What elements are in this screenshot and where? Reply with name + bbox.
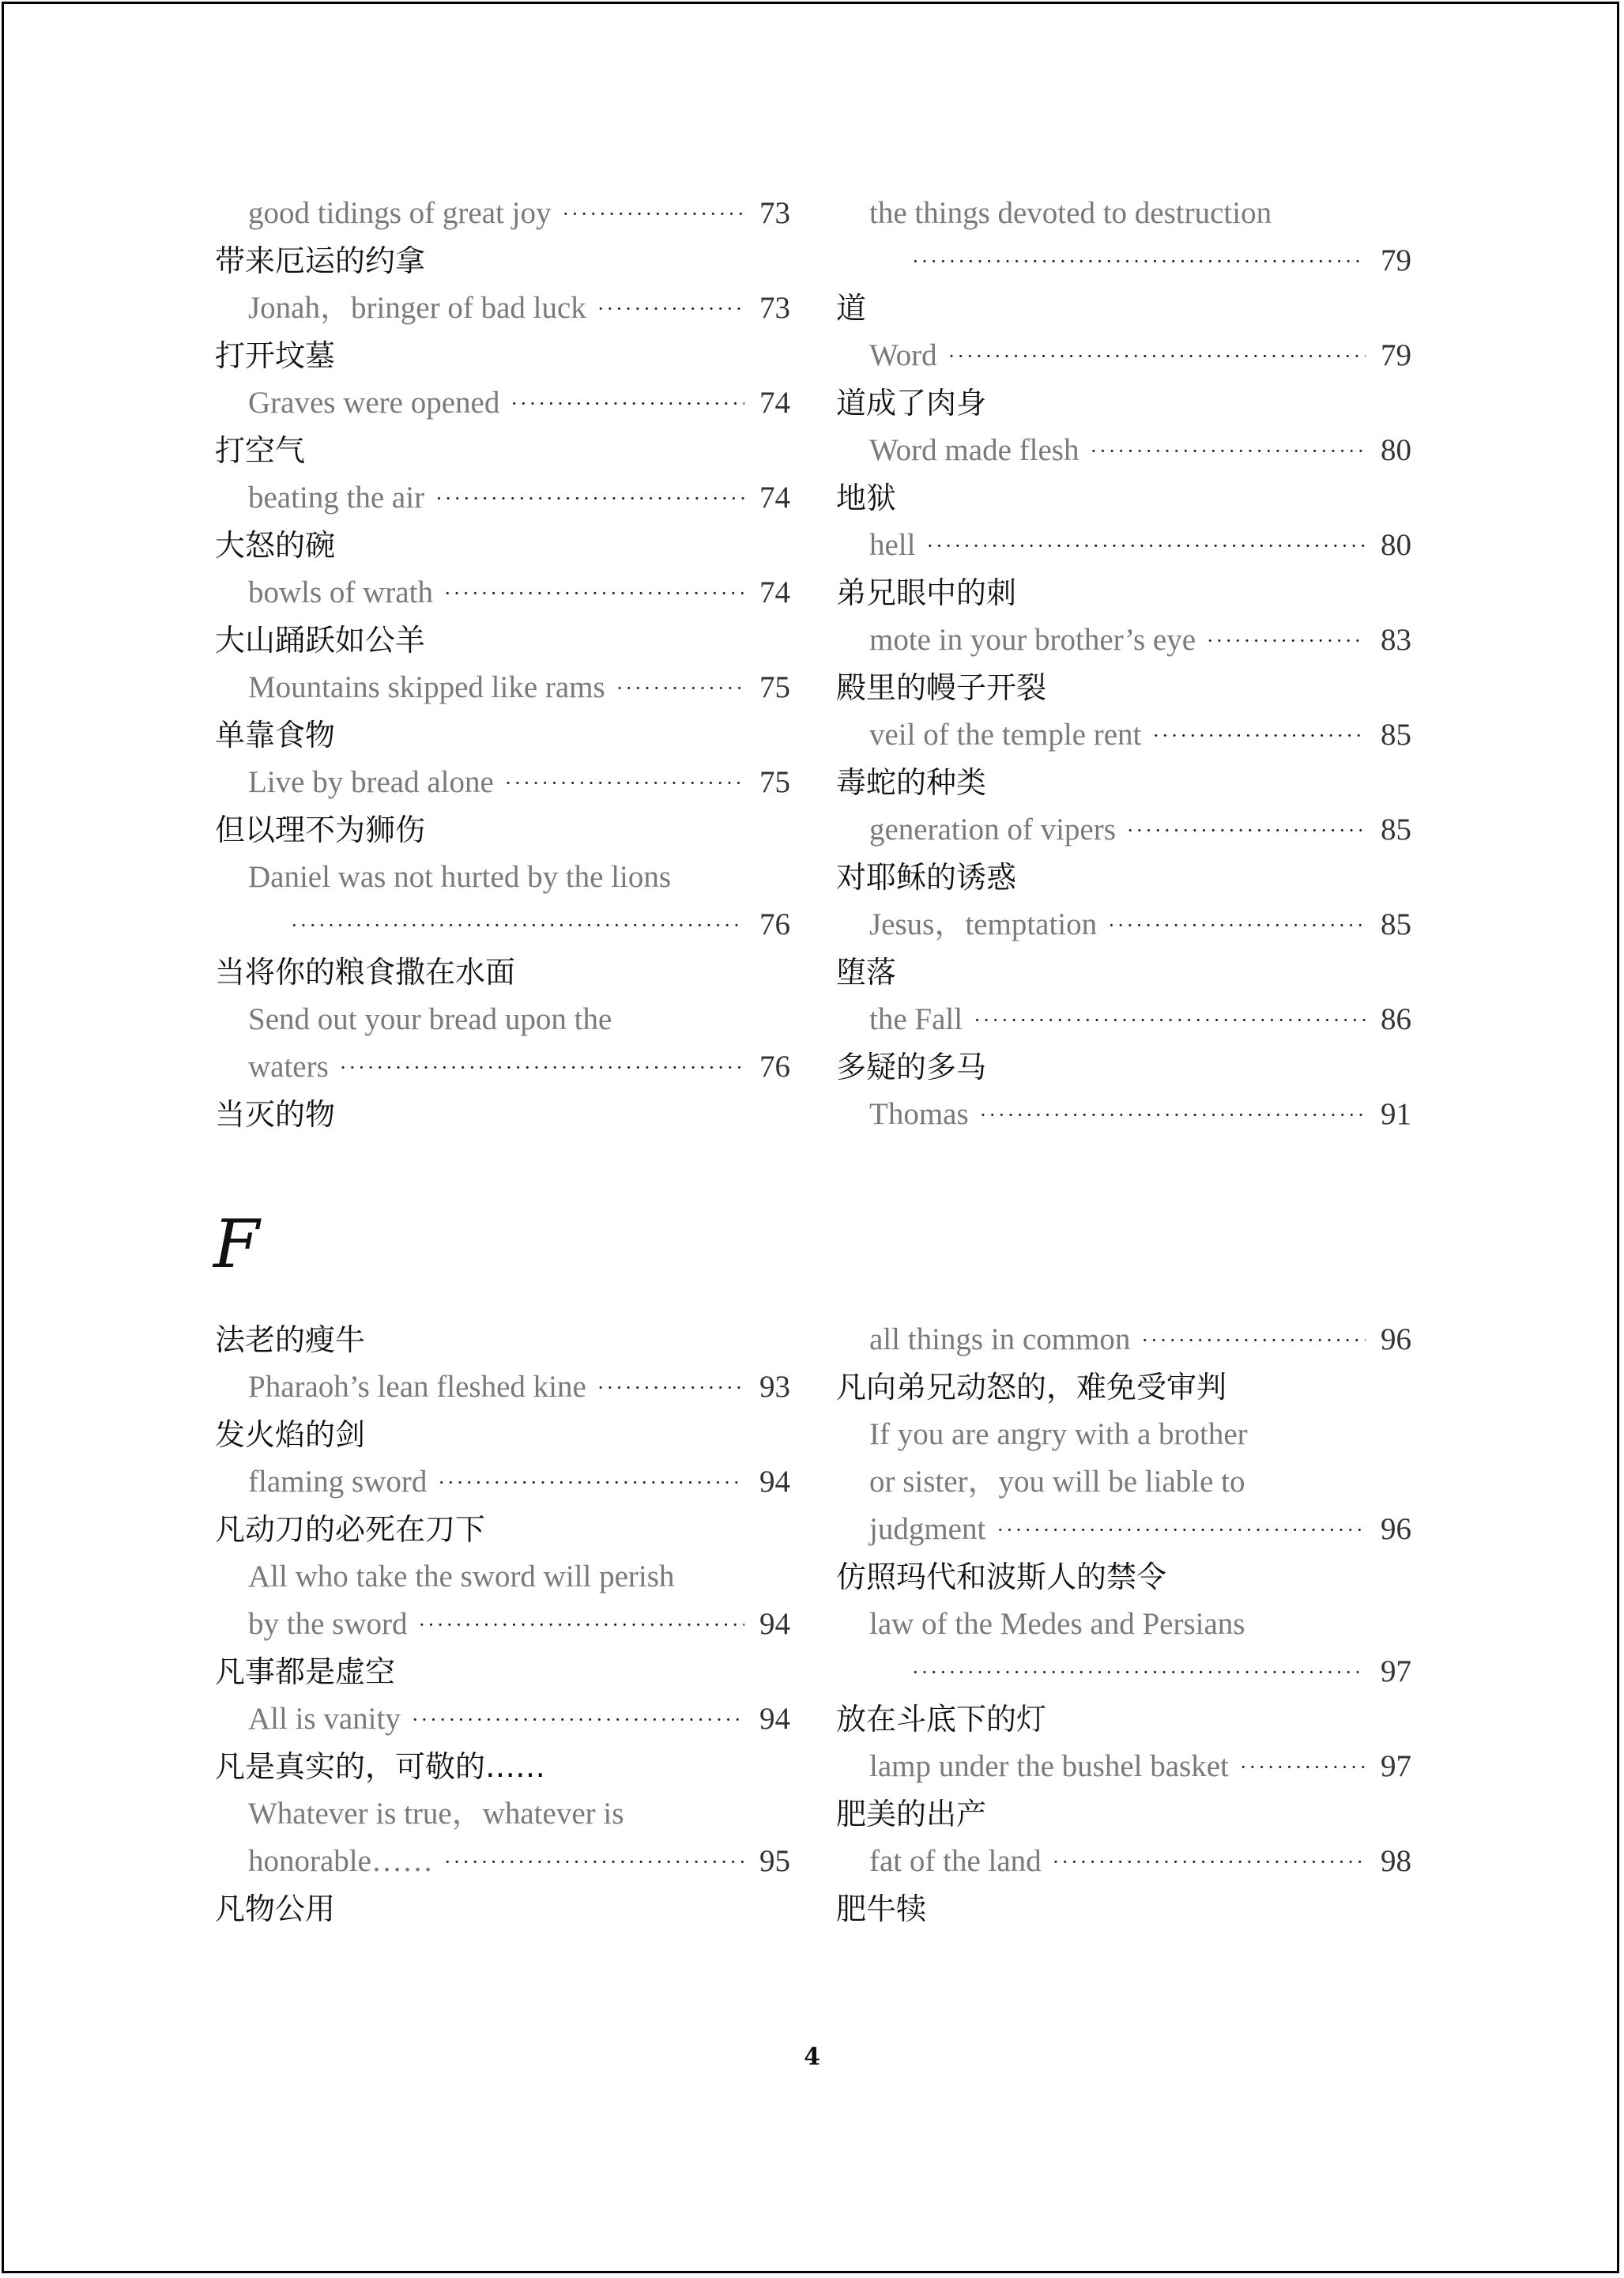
index-heading-zh: 凡物公用 [215, 1891, 336, 1926]
page-ref: 75 [759, 765, 790, 799]
index-heading-zh: 法老的瘦牛 [215, 1322, 366, 1357]
index-entry-en [836, 996, 1411, 1043]
entry-text: generation of vipers [869, 813, 1116, 847]
index-heading-zh: 堕落 [836, 955, 897, 990]
index-entry-en [215, 901, 790, 949]
page-ref: 74 [759, 386, 790, 420]
page-ref: 95 [759, 1844, 790, 1878]
index-heading-zh: 当灭的物 [215, 1097, 336, 1132]
index-entry-en [836, 1743, 1411, 1790]
index-heading-zh: 大怒的碗 [215, 528, 336, 563]
entry-text: Jonah，bringer of bad luck [248, 291, 586, 325]
entry-text: Word [869, 338, 937, 372]
page-ref: 73 [759, 196, 790, 230]
index-heading-zh: 凡是真实的，可敬的…… [215, 1749, 546, 1784]
index-entry-en [836, 332, 1411, 379]
entry-text: lamp under the bushel basket [869, 1749, 1229, 1783]
entry-text: Jesus，temptation [869, 907, 1098, 941]
entry-text: veil of the temple rent [869, 718, 1142, 752]
index-entry-en [215, 569, 790, 617]
dot-leader [1053, 1839, 1366, 1886]
index-heading-zh: 弟兄眼中的刺 [836, 575, 1017, 610]
page-ref: 91 [1381, 1097, 1411, 1131]
section-letter: F [213, 1205, 260, 1283]
page-ref: 96 [1381, 1512, 1411, 1546]
entry-text: Live by bread alone [248, 765, 494, 799]
index-heading-zh: 殿里的幔子开裂 [836, 670, 1047, 705]
index-entry-en [836, 806, 1411, 854]
index-heading-zh: 打空气 [215, 433, 306, 468]
entry-text: the Fall [869, 1002, 963, 1036]
entry-text: All who take the sword will perish [248, 1560, 675, 1593]
dot-leader [1207, 617, 1366, 665]
entry-text: All is vanity [248, 1702, 401, 1736]
entry-text: beating the air [248, 481, 425, 515]
entry-text: Graves were opened [248, 386, 500, 420]
page-ref: 85 [1381, 907, 1411, 941]
dot-leader [597, 1364, 744, 1412]
page-ref: 85 [1381, 813, 1411, 847]
index-column-bottom-right [836, 1316, 1411, 1933]
entry-text: flaming sword [248, 1465, 428, 1499]
page-ref: 79 [1381, 338, 1411, 372]
index-entry-en [215, 285, 790, 332]
index-entry-en [215, 1790, 790, 1838]
index-column-top-right [836, 190, 1411, 1138]
dot-leader [926, 522, 1366, 570]
index-entry-en [215, 759, 790, 806]
index-heading-zh: 带来厄运的约拿 [215, 243, 426, 278]
index-entry-en [215, 996, 790, 1043]
entry-text: bowls of wrath [248, 575, 433, 609]
page-ref: 75 [759, 670, 790, 704]
dot-leader [505, 760, 744, 807]
entry-text: law of the Medes and Persians [869, 1607, 1245, 1641]
page-number: 4 [804, 2043, 820, 2071]
index-entry-en [215, 379, 790, 427]
dot-leader [616, 665, 744, 712]
index-entry-en [836, 237, 1411, 285]
index-column-top-left [215, 190, 790, 1138]
index-entry-en [215, 190, 790, 237]
index-entry-en [836, 1838, 1411, 1885]
page-ref: 94 [759, 1465, 790, 1499]
index-entry-en [215, 1458, 790, 1506]
dot-leader [1141, 1317, 1366, 1364]
index-heading-zh: 地狱 [836, 481, 897, 515]
page-ref: 93 [759, 1370, 790, 1404]
entry-text: all things in common [869, 1322, 1131, 1356]
index-heading-zh: 道 [836, 291, 867, 326]
index-entry-en [215, 474, 790, 522]
index-heading-zh: 肥美的出产 [836, 1797, 987, 1831]
dot-leader [412, 1696, 744, 1744]
entry-text: honorable…… [248, 1844, 433, 1878]
page-ref: 86 [1381, 1002, 1411, 1036]
dot-leader [1090, 428, 1366, 475]
page-ref: 74 [759, 481, 790, 515]
entry-text: Daniel was not hurted by the lions [248, 860, 672, 894]
index-heading-zh: 大山踊跃如公羊 [215, 623, 426, 658]
page-ref: 80 [1381, 528, 1411, 562]
page-ref: 97 [1381, 1749, 1411, 1783]
page-ref: 98 [1381, 1844, 1411, 1878]
page-ref: 96 [1381, 1322, 1411, 1356]
index-entry-en [215, 1363, 790, 1411]
entry-text: mote in your brother’s eye [869, 623, 1196, 657]
index-entry-en [836, 711, 1411, 759]
entry-text: hell [869, 528, 916, 562]
entry-text: If you are angry with a brother [869, 1417, 1248, 1451]
page-ref: 79 [1381, 243, 1411, 277]
index-heading-zh: 当将你的粮食撒在水面 [215, 955, 516, 990]
index-heading-zh: 发火焰的剑 [215, 1417, 366, 1452]
dot-leader [1240, 1744, 1366, 1791]
index-entry-en [215, 1601, 790, 1648]
entry-text: good tidings of great joy [248, 196, 552, 230]
index-heading-zh: 单靠食物 [215, 718, 336, 752]
index-heading-zh: 仿照玛代和波斯人的禁令 [836, 1560, 1167, 1594]
index-heading-zh: 肥牛犊 [836, 1891, 927, 1926]
dot-leader [597, 285, 744, 333]
index-entry-en [215, 1553, 790, 1601]
entry-text: or sister，you will be liable to [869, 1465, 1245, 1499]
index-heading-zh: 多疑的多马 [836, 1050, 987, 1084]
index-heading-zh: 凡向弟兄动怒的，难免受审判 [836, 1370, 1227, 1405]
index-entry-en [215, 1695, 790, 1743]
index-entry-en [836, 1091, 1411, 1138]
entry-text: Send out your bread upon the [248, 1002, 612, 1036]
index-entry-en [836, 901, 1411, 949]
dot-leader [1127, 807, 1366, 854]
dot-leader [438, 1459, 744, 1507]
entry-text: Word made flesh [869, 433, 1080, 467]
index-entry-en [836, 617, 1411, 664]
index-entry-en [836, 1648, 1411, 1695]
dot-leader [444, 570, 744, 617]
page-ref: 83 [1381, 623, 1411, 657]
dot-leader [291, 902, 744, 949]
index-entry-en [836, 1411, 1411, 1458]
index-heading-zh: 凡动刀的必死在刀下 [215, 1512, 486, 1547]
dot-leader [912, 238, 1366, 285]
page-ref: 94 [759, 1607, 790, 1641]
index-entry-en [836, 1316, 1411, 1363]
dot-leader [997, 1507, 1366, 1554]
dot-leader [974, 997, 1366, 1044]
page-ref: 85 [1381, 718, 1411, 752]
dot-leader [980, 1092, 1366, 1139]
dot-leader [511, 380, 744, 428]
dot-leader [435, 475, 744, 522]
dot-leader [948, 333, 1366, 380]
entry-text: by the sword [248, 1607, 408, 1641]
dot-leader [418, 1601, 744, 1649]
index-heading-zh: 放在斗底下的灯 [836, 1702, 1047, 1737]
index-entry-en [836, 1601, 1411, 1648]
page-ref: 80 [1381, 433, 1411, 467]
entry-text: Thomas [869, 1097, 969, 1131]
page-ref: 76 [759, 907, 790, 941]
index-entry-en [215, 664, 790, 711]
entry-text: the things devoted to destruction [869, 196, 1272, 230]
index-column-bottom-left [215, 1316, 790, 1933]
index-heading-zh: 但以理不为狮伤 [215, 813, 426, 847]
index-heading-zh: 打开坟墓 [215, 338, 336, 373]
entry-text: Pharaoh’s lean fleshed kine [248, 1370, 586, 1404]
index-heading-zh: 道成了肉身 [836, 386, 987, 421]
index-entry-en [215, 854, 790, 901]
index-entry-en [215, 1043, 790, 1091]
index-heading-zh: 凡事都是虚空 [215, 1654, 396, 1689]
index-heading-zh: 对耶稣的诱惑 [836, 860, 1017, 895]
dot-leader [444, 1839, 744, 1886]
page-ref: 97 [1381, 1654, 1411, 1688]
index-entry-en [836, 427, 1411, 474]
page-ref: 73 [759, 291, 790, 325]
dot-leader [1152, 712, 1366, 760]
index-entry-en [836, 522, 1411, 569]
entry-text: waters [248, 1050, 329, 1084]
dot-leader [1108, 902, 1366, 949]
index-entry-en [836, 1458, 1411, 1506]
page-ref: 76 [759, 1050, 790, 1084]
page-ref: 74 [759, 575, 790, 609]
dot-leader [562, 190, 744, 238]
page-ref: 94 [759, 1702, 790, 1736]
index-entry-en [836, 190, 1411, 237]
entry-text: judgment [869, 1512, 986, 1546]
index-entry-en [215, 1838, 790, 1885]
index-entry-en [836, 1506, 1411, 1553]
entry-text: Mountains skipped like rams [248, 670, 605, 704]
entry-text: fat of the land [869, 1844, 1042, 1878]
dot-leader [912, 1649, 1366, 1696]
index-heading-zh: 毒蛇的种类 [836, 765, 987, 800]
entry-text: Whatever is true，whatever is [248, 1797, 624, 1831]
dot-leader [340, 1044, 744, 1092]
